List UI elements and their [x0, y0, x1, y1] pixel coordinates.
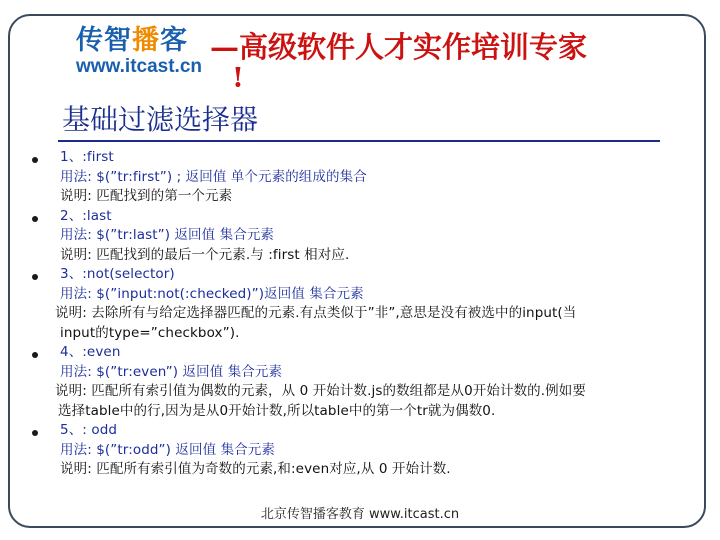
slogan-exclamation: ! [232, 63, 244, 94]
item-usage: 用法: $(”tr:even”) 返回值 集合元素 [60, 363, 283, 380]
logo-name-part1: 传智 [76, 25, 132, 56]
item-usage: 用法: $(”tr:first”) ; 返回值 单个元素的组成的集合 [60, 168, 367, 185]
bullet-icon [32, 430, 38, 436]
logo-name-part2: 播 [132, 25, 160, 56]
item-desc-continued: 选择table中的行,因为是从0开始计数,所以table中的第一个tr就为偶数0. [58, 402, 496, 419]
item-usage: 用法: $(”input:not(:checked)”)返回值 集合元素 [60, 285, 364, 302]
item-head: 4、:even [60, 344, 121, 360]
item-head: 3、:not(selector) [60, 266, 175, 282]
bullet-icon [32, 216, 38, 222]
list-item [32, 343, 702, 421]
item-head: 2、:last [60, 207, 112, 224]
bullet-icon [32, 157, 38, 163]
item-desc: 说明: 匹配所有索引值为奇数的元素,和:even对应,从 0 开始计数. [60, 461, 451, 477]
logo-url: www.itcast.cn [76, 56, 202, 77]
item-head: 1、:first [60, 149, 114, 165]
logo-name-part3: 客 [160, 25, 188, 56]
item-usage: 用法: $(”tr:odd”) 返回值 集合元素 [60, 441, 275, 458]
list-item [32, 265, 702, 343]
logo-chinese-name [76, 26, 206, 56]
bullet-icon [32, 274, 38, 280]
list-item [32, 207, 702, 266]
slide-footer: 北京传智播客教育 www.itcast.cn [260, 507, 460, 522]
list-item [32, 421, 702, 480]
slogan: —高级软件人才实作培训专家 [210, 30, 588, 64]
title-underline [58, 140, 660, 142]
item-desc: 说明: 匹配找到的第一个元素 [60, 188, 233, 204]
itcast-logo [76, 26, 206, 82]
bullet-icon [32, 352, 38, 358]
item-desc-continued: input的type=”checkbox”). [60, 324, 240, 341]
slide-title: 基础过滤选择器 [62, 103, 259, 136]
item-usage: 用法: $(”tr:last”) 返回值 集合元素 [60, 227, 275, 243]
item-desc: 说明: 匹配所有索引值为偶数的元素，从 0 开始计数.js的数组都是从0开始计数的.例如要 [55, 383, 586, 399]
item-desc: 说明: 去除所有与给定选择器匹配的元素.有点类似于”非”,意思是没有被选中的input(当 [55, 305, 577, 321]
item-head: 5、: odd [60, 422, 118, 438]
item-desc: 说明: 匹配找到的最后一个元素.与 :first 相对应. [60, 246, 350, 263]
list-item [32, 148, 702, 207]
slide-content [32, 148, 702, 480]
